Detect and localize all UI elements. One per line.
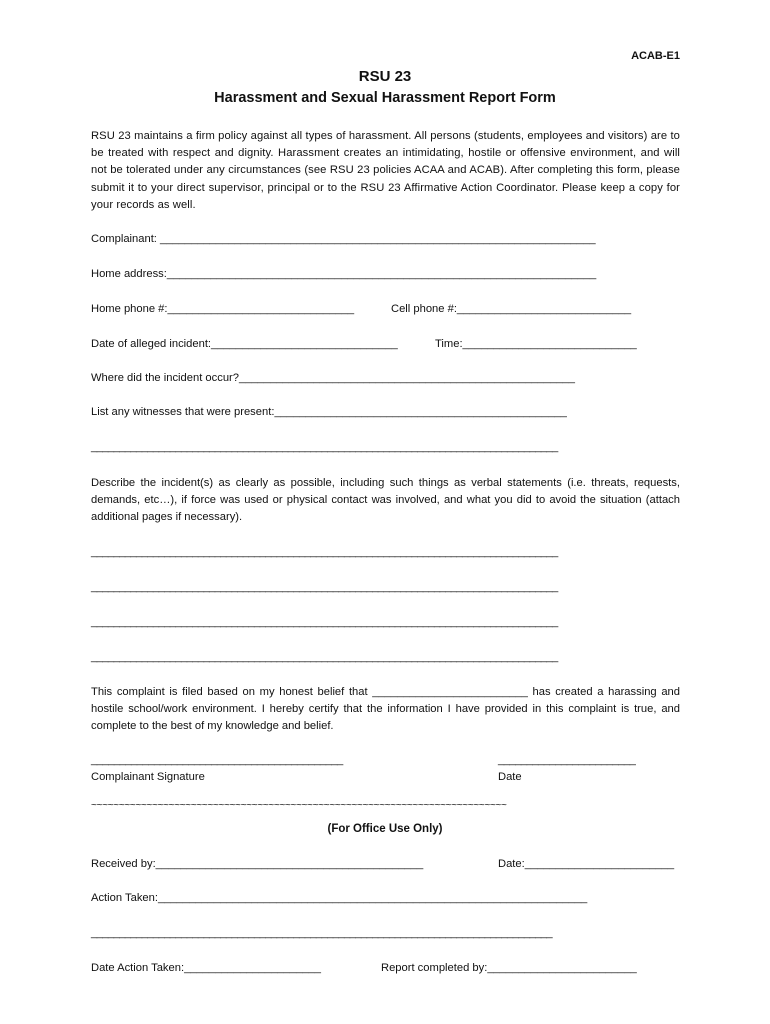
describe-paragraph: Describe the incident(s) as clearly as possible, including such things as verbal statements (i.e. threats, requests, demands, etc…), if force was used or physical contact was involved, and what you did to avoid the situation (attach additional pages if necessary). xyxy=(91,477,680,524)
description-line-3[interactable]: ___________________________________________________________________________________ xyxy=(91,616,558,628)
home-address-field[interactable]: Home address:_____________________________________________________________________ xyxy=(91,268,597,280)
form-title: RSU 23 xyxy=(358,68,412,85)
signature-line[interactable]: ____________________________________________ xyxy=(91,754,343,766)
received-by-field[interactable]: Received by:___________________________________________ xyxy=(91,858,424,870)
incident-location-field[interactable]: Where did the incident occur?______________________________________________________ xyxy=(91,372,575,384)
action-taken-blank-line[interactable]: __________________________________________________________________________________ xyxy=(91,927,553,939)
date-action-taken-field[interactable]: Date Action Taken:______________________ xyxy=(91,962,321,974)
home-phone-field[interactable]: Home phone #:______________________________ xyxy=(91,303,355,315)
complainant-field[interactable]: Complainant: ______________________________________________________________________ xyxy=(91,233,596,245)
office-date-field[interactable]: Date:________________________ xyxy=(498,858,675,870)
witnesses-blank-line[interactable]: ___________________________________________________________________________________ xyxy=(91,441,558,453)
action-taken-field[interactable]: Action Taken:_____________________________________________________________________ xyxy=(91,892,588,904)
description-line-2[interactable]: ___________________________________________________________________________________ xyxy=(91,581,558,593)
office-separator: ~~~~~~~~~~~~~~~~~~~~~~~~~~~~~~~~~~~~~~~~~~~~~~~~~~~~~~~~~~~~~~~~~~~~~~~~~~~ xyxy=(91,800,507,811)
witnesses-field[interactable]: List any witnesses that were present:_______________________________________________ xyxy=(91,406,567,418)
document-code: ACAB-E1 xyxy=(631,50,680,62)
description-line-4[interactable]: ___________________________________________________________________________________ xyxy=(91,651,558,663)
cell-phone-field[interactable]: Cell phone #:____________________________ xyxy=(391,303,632,315)
form-subtitle: Harassment and Sexual Harassment Report Form xyxy=(214,90,556,106)
time-field[interactable]: Time:____________________________ xyxy=(435,338,637,350)
signature-label: Complainant Signature xyxy=(91,771,205,783)
intro-paragraph: RSU 23 maintains a firm policy against all types of harassment. All persons (students, employees and visitors) are to be treated with respect and dignity. Harassment creates an intimidating, hostile or offensive environment, and will not be tolerated under any circumstances (see RSU 23 policies ACAA and ACAB). After completing this form, please submit it to your direct supervisor, principal or to the RSU 23 Affirmative Action Coordinator. Please keep a copy for your records as well. xyxy=(91,130,680,211)
office-use-heading: (For Office Use Only) xyxy=(327,823,443,835)
report-completed-by-field[interactable]: Report completed by:________________________ xyxy=(381,962,637,974)
signature-date-line[interactable]: ________________________ xyxy=(498,754,636,766)
certification-paragraph: This complaint is filed based on my honest belief that _________________________ has created a harassing and hostile school/work environment. I hereby certify that the information I have provided in this complaint is true, and complete to the best of my knowledge and belief. xyxy=(91,686,680,733)
description-line-1[interactable]: ___________________________________________________________________________________ xyxy=(91,546,558,558)
signature-date-label: Date xyxy=(498,771,522,783)
date-incident-field[interactable]: Date of alleged incident:______________________________ xyxy=(91,338,398,350)
